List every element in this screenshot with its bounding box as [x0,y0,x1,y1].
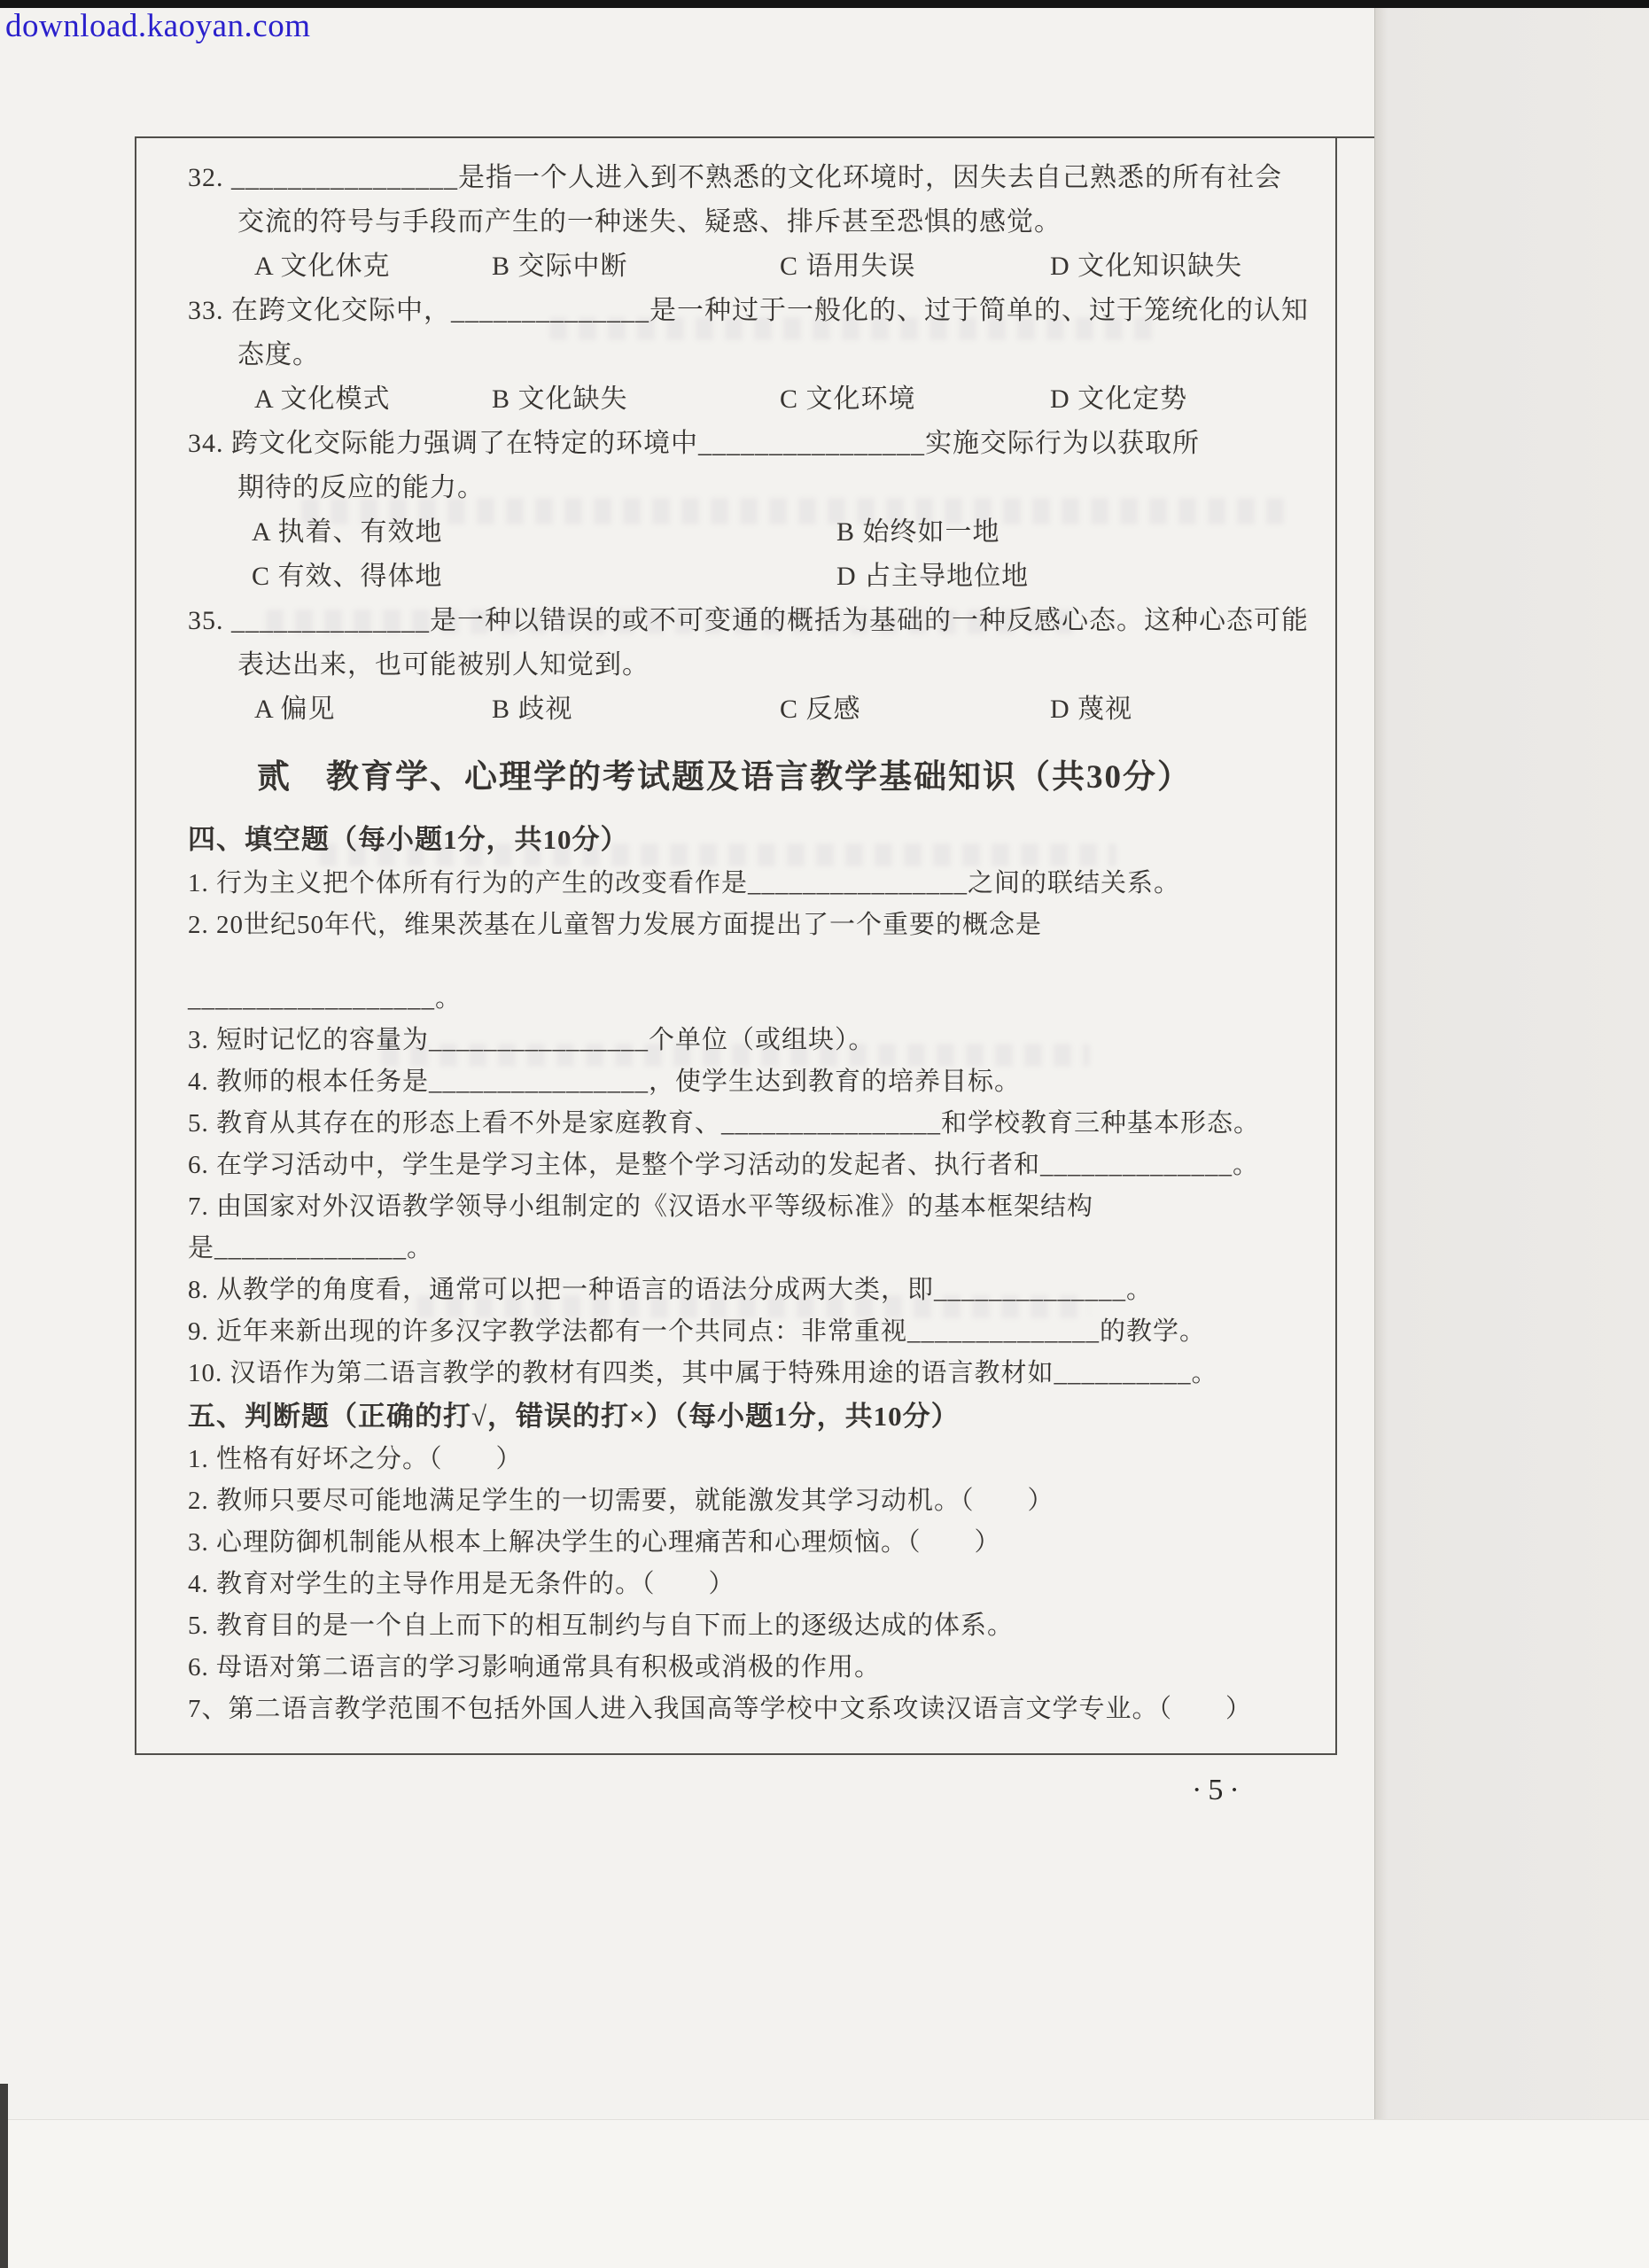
question-32-line2: 交流的符号与手段而产生的一种迷失、疑惑、排斥甚至恐惧的感觉。 [237,207,1062,237]
judge-question-2: 2. 教师只要尽可能地满足学生的一切需要，就能激发其学习动机。（ ） [188,1487,1054,1515]
option-d: D 占主导地位地 [836,562,1030,591]
option-c: C 有效、得体地 [252,562,443,591]
question-34-options-row1 [188,510,1318,555]
option-b: B 文化缺失 [492,384,628,414]
option-a: A 文化模式 [254,384,391,414]
question-33-options [188,377,1318,422]
judge-question-7: 7、第二语言教学范围不包括外国人进入我国高等学校中文系攻读汉语言文学专业。（ ） [188,1695,1253,1723]
option-a: A 文化休克 [254,252,391,281]
question-34-line1: 34. 跨文化交际能力强调了在特定的环境中________________实施交际行为以获取所 [188,429,1200,458]
option-d: D 文化定势 [1050,384,1188,414]
question-35-line2: 表达出来，也可能被别人知觉到。 [237,650,649,680]
fill-question-2-line1: 2. 20世纪50年代，维果茨基在儿童智力发展方面提出了一个重要的概念是 [188,911,1043,939]
judge-question-3: 3. 心理防御机制能从根本上解决学生的心理痛苦和心理烦恼。（ ） [188,1528,1001,1557]
fill-question-6: 6. 在学习活动中，学生是学习主体，是整个学习活动的发起者、执行者和______________。 [188,1151,1260,1179]
fill-question-8: 8. 从教学的角度看，通常可以把一种语言的语法分成两大类，即______________。 [188,1276,1154,1304]
question-35-options [188,687,1318,732]
judge-question-5: 5. 教育目的是一个自上而下的相互制约与自下而上的逐级达成的体系。 [188,1612,1015,1640]
judge-question-4: 4. 教育对学生的主导作用是无条件的。（ ） [188,1570,735,1598]
watermark-link[interactable]: download.kaoyan.com [5,8,311,44]
fill-question-2-line2: __________________。 [188,984,463,1013]
section5-heading: 五、判断题（正确的打√，错误的打×）（每小题1分，共10分） [188,1401,960,1432]
option-b: B 歧视 [492,695,573,724]
page-number: ·5· [1192,1774,1246,1806]
option-c: C 文化环境 [780,384,916,414]
option-c: C 反感 [780,695,861,724]
option-b: B 始终如一地 [836,517,1000,547]
question-32-options [188,245,1318,289]
fill-question-7-line2: 是______________。 [188,1234,434,1262]
option-c: C 语用失误 [780,252,916,281]
question-34-options-row2 [188,555,1318,599]
fill-question-10: 10. 汉语作为第二语言教学的教材有四类，其中属于特殊用途的语言教材如__________。 [188,1359,1218,1387]
question-34-line2: 期待的反应的能力。 [237,473,485,502]
option-a: A 偏见 [254,695,336,724]
option-d: D 文化知识缺失 [1050,252,1243,281]
fill-question-9: 9. 近年来新出现的许多汉字教学法都有一个共同点：非常重视______________的教学。 [188,1317,1207,1346]
exam-border-frame [135,136,1337,1755]
question-35-line1: 35. ______________是一种以错误的或不可变通的概括为基础的一种反感心态。这种心态可能 [188,606,1309,635]
part2-heading: 贰 教育学、心理学的考试题及语言教学基础知识（共30分） [257,759,1192,796]
scan-bottom-area [0,2119,1649,2268]
judge-question-1: 1. 性格有好坏之分。（ ） [188,1445,523,1473]
fill-question-7-line1: 7. 由国家对外汉语教学领导小组制定的《汉语水平等级标准》的基本框架结构 [188,1192,1094,1221]
judge-question-6: 6. 母语对第二语言的学习影响通常具有积极或消极的作用。 [188,1653,882,1682]
question-33-line2: 态度。 [237,340,320,369]
fill-question-5: 5. 教育从其存在的形态上看不外是家庭教育、________________和学校教育三种基本形态。 [188,1109,1261,1138]
fill-question-4: 4. 教师的根本任务是________________，使学生达到教育的培养目标。 [188,1068,1022,1096]
scan-left-edge-artifact [0,2084,8,2268]
question-33-line1: 33. 在跨文化交际中，______________是一种过于一般化的、过于简单的、过于笼统化的认知 [188,296,1309,325]
section4-heading: 四、填空题（每小题1分，共10分） [188,824,629,855]
option-d: D 蔑视 [1050,695,1133,724]
option-a: A 执着、有效地 [252,517,443,547]
frame-top-border-extension [1337,136,1374,138]
question-32-line1: 32. ________________是指一个人进入到不熟悉的文化环境时，因失去自己熟悉的所有社会 [188,163,1282,192]
fill-question-3: 3. 短时记忆的容量为________________个单位（或组块）。 [188,1026,875,1054]
fill-question-1: 1. 行为主义把个体所有行为的产生的改变看作是________________之间的联结关系。 [188,869,1181,897]
option-b: B 交际中断 [492,252,628,281]
page-right-edge-shadow [1374,8,1649,2119]
